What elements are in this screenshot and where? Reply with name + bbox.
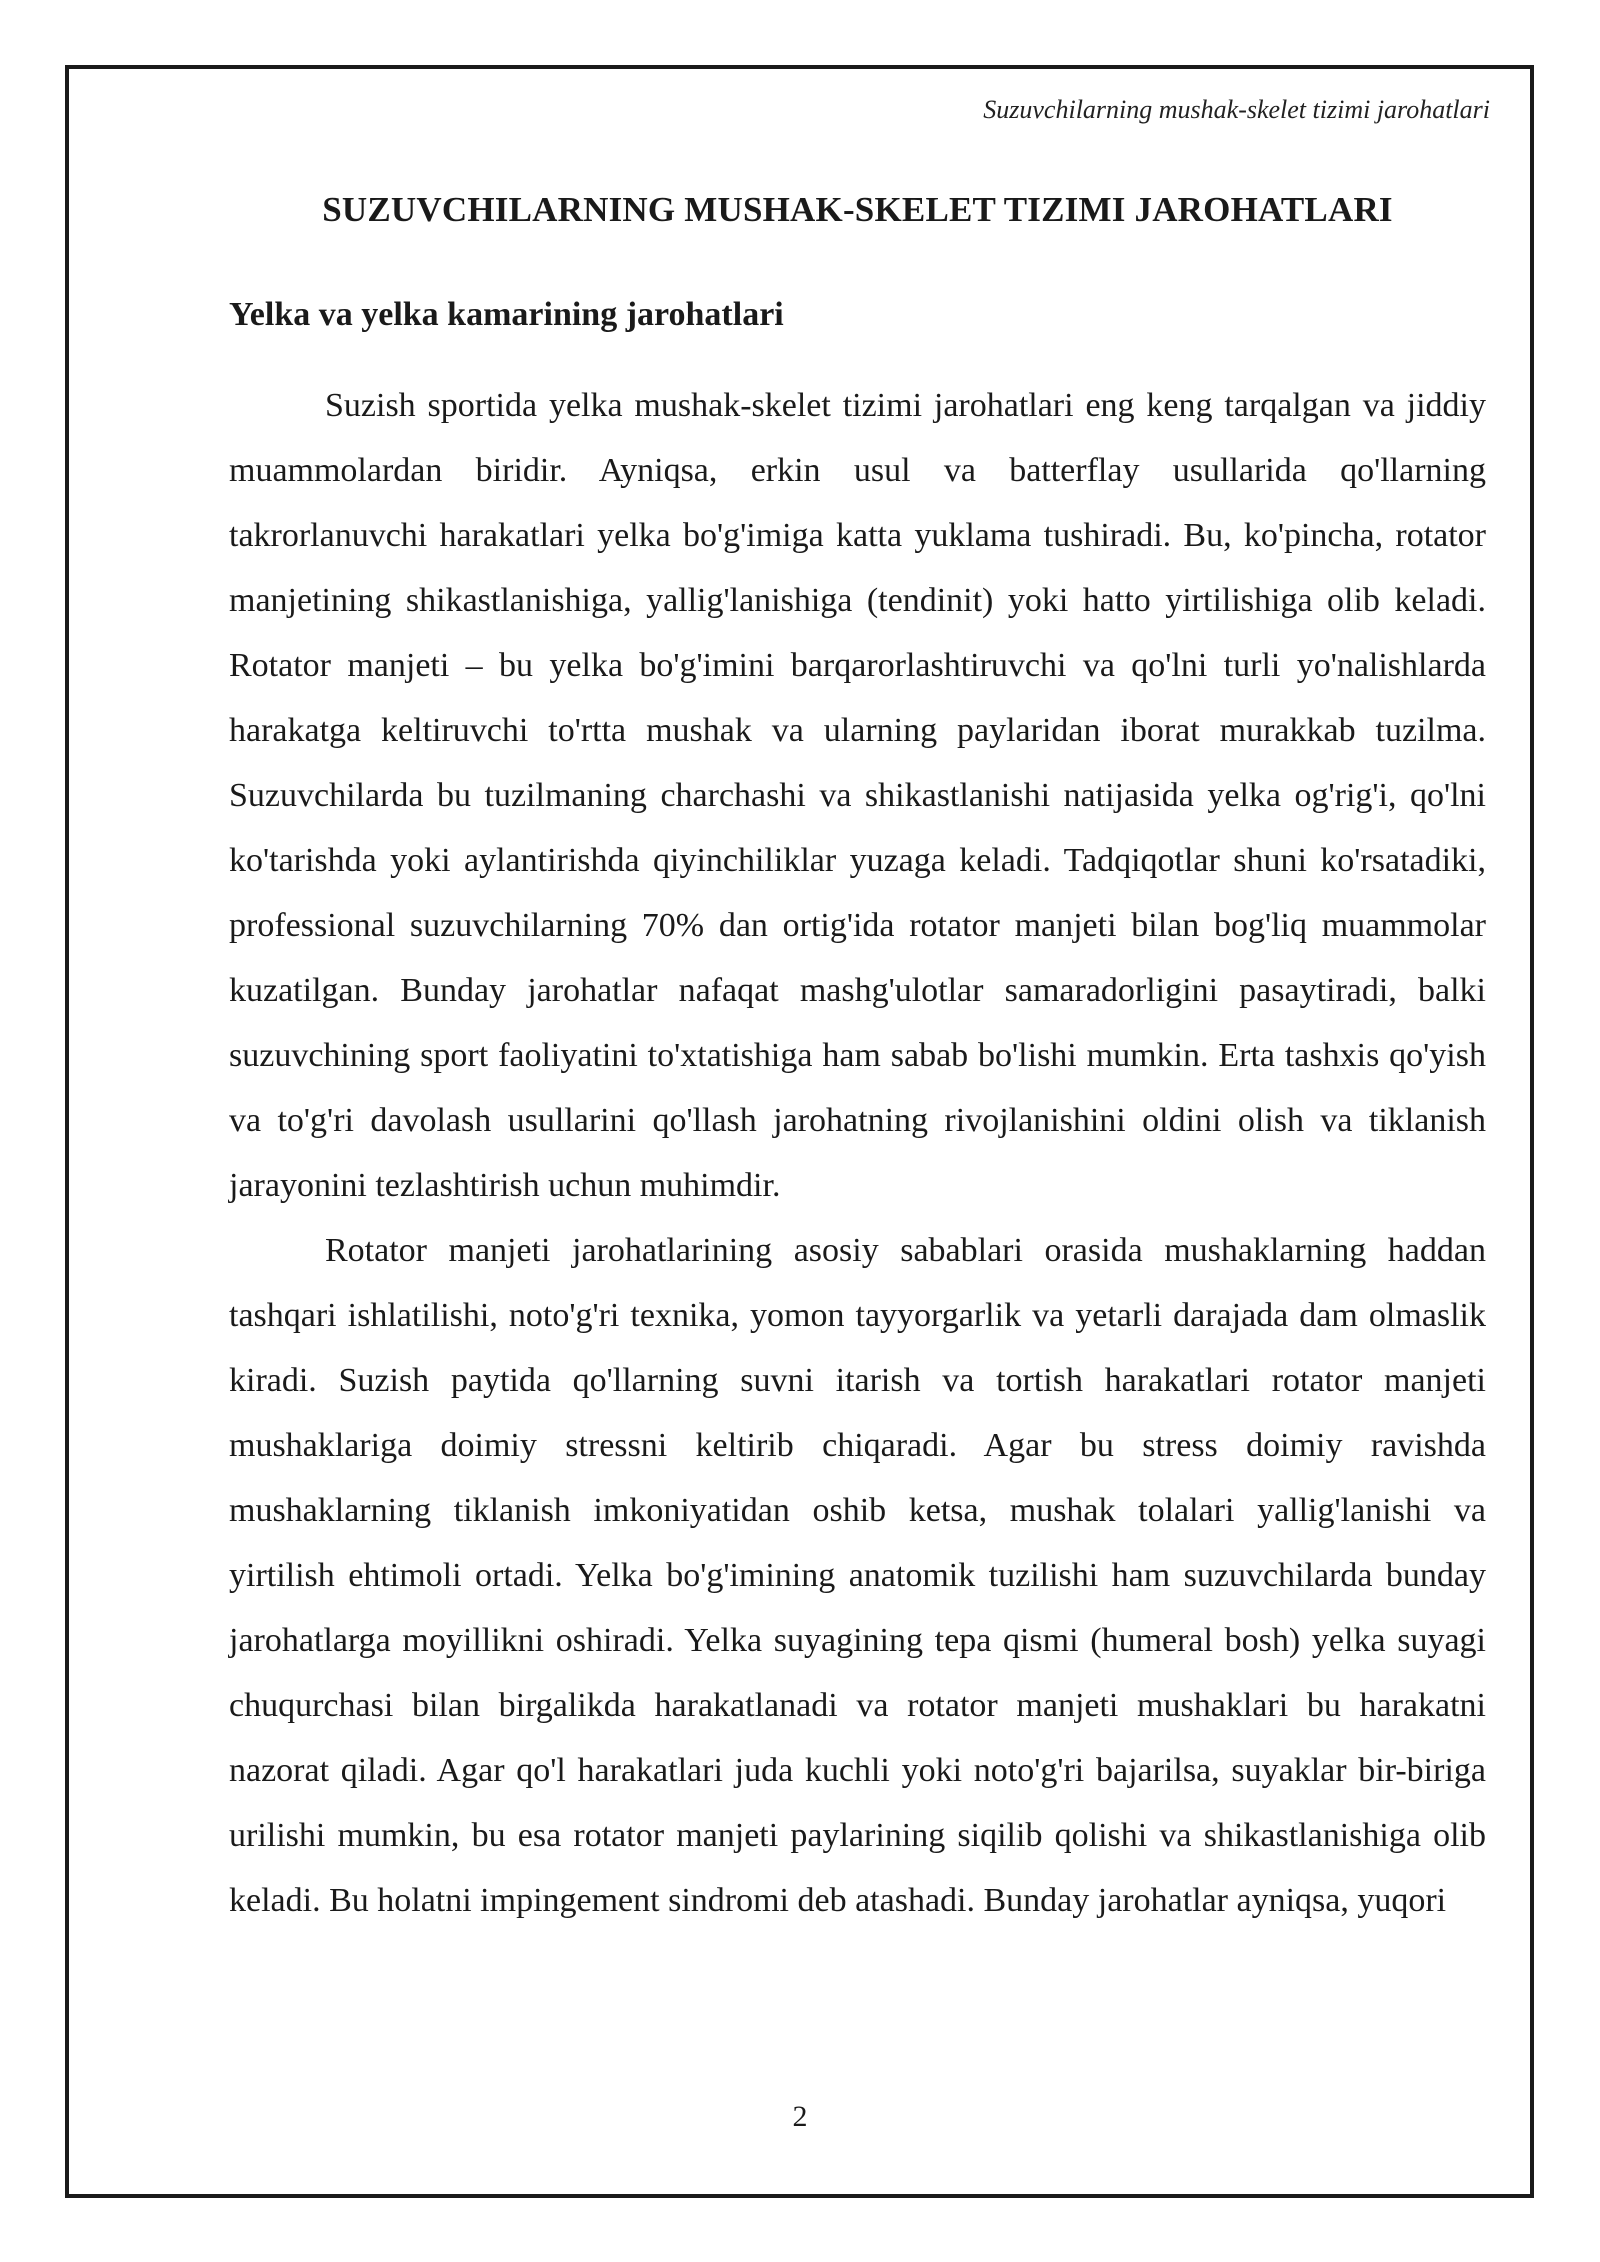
paragraph-1: Suzish sportida yelka mushak-skelet tizimi jarohatlari eng keng tarqalgan va jiddiy muammolardan biridir. Ayniqsa, erkin usul va batterflay usullarida qo'llarning takrorlanuvchi harakatlari yelka bo'g'imiga katta yuklama tushiradi. Bu, ko'pincha, rotator manjetining shikastlanishiga, yallig'lanishiga (tendinit) yoki hatto yirtilishiga olib keladi. Rotator manjeti – bu yelka bo'g'imini barqarorlashtiruvchi va qo'lni turli yo'nalishlarda harakatga keltiruvchi to'rtta mushak va ularning paylaridan iborat murakkab tuzilma. Suzuvchilarda bu tuzilmaning charchashi va shikastlanishi natijasida yelka og'rig'i, qo'lni ko'tarishda yoki aylantirishda qiyinchiliklar yuzaga keladi. Tadqiqotlar shuni ko'rsatadiki, professional suzuvchilarning 70% dan ortig'ida rotator manjeti bilan bog'liq muammolar kuzatilgan. Bunday jarohatlar nafaqat mashg'ulotlar samaradorligini pasaytiradi, balki suzuvchining sport faoliyatini to'xtatishiga ham sabab bo'lishi mumkin. Erta tashxis qo'yish va to'g'ri davolash usullarini qo'llash jarohatning rivojlanishini oldini olish va tiklanish jarayonini tezlashtirish uchun muhimdir.: [229, 387, 1486, 1204]
running-header: Suzuvchilarning mushak-skelet tizimi jarohatlari: [983, 95, 1490, 124]
paragraph-2: Rotator manjeti jarohatlarining asosiy sabablari orasida mushaklarning haddan tashqari ishlatilishi, noto'g'ri texnika, yomon tayyorgarlik va yetarli darajada dam olmaslik kiradi. Suzish paytida qo'llarning suvni itarish va tortish harakatlari rotator manjeti mushaklariga doimiy stressni keltirib chiqaradi. Agar bu stress doimiy ravishda mushaklarning tiklanish imkoniyatidan oshib ketsa, mushak tolalari yallig'lanishi va yirtilish ehtimoli ortadi. Yelka bo'g'imining anatomik tuzilishi ham suzuvchilarda bunday jarohatlarga moyillikni oshiradi. Yelka suyagining tepa qismi (humeral bosh) yelka suyagi chuqurchasi bilan birgalikda harakatlanadi va rotator manjeti mushaklari bu harakatni nazorat qiladi. Agar qo'l harakatlari juda kuchli yoki noto'g'ri bajarilsa, suyaklar bir-biriga urilishi mumkin, bu esa rotator manjeti paylarining siqilib qolishi va shikastlanishiga olib keladi. Bu holatni impingement sindromi deb atashadi. Bunday jarohatlar ayniqsa, yuqori: [229, 1232, 1486, 1919]
section-heading: Yelka va yelka kamarining jarohatlari: [229, 296, 784, 333]
document-title: SUZUVCHILARNING MUSHAK-SKELET TIZIMI JAROHATLARI: [322, 190, 1393, 229]
body-text: [229, 373, 1486, 1933]
page-number: 2: [792, 2100, 808, 2133]
